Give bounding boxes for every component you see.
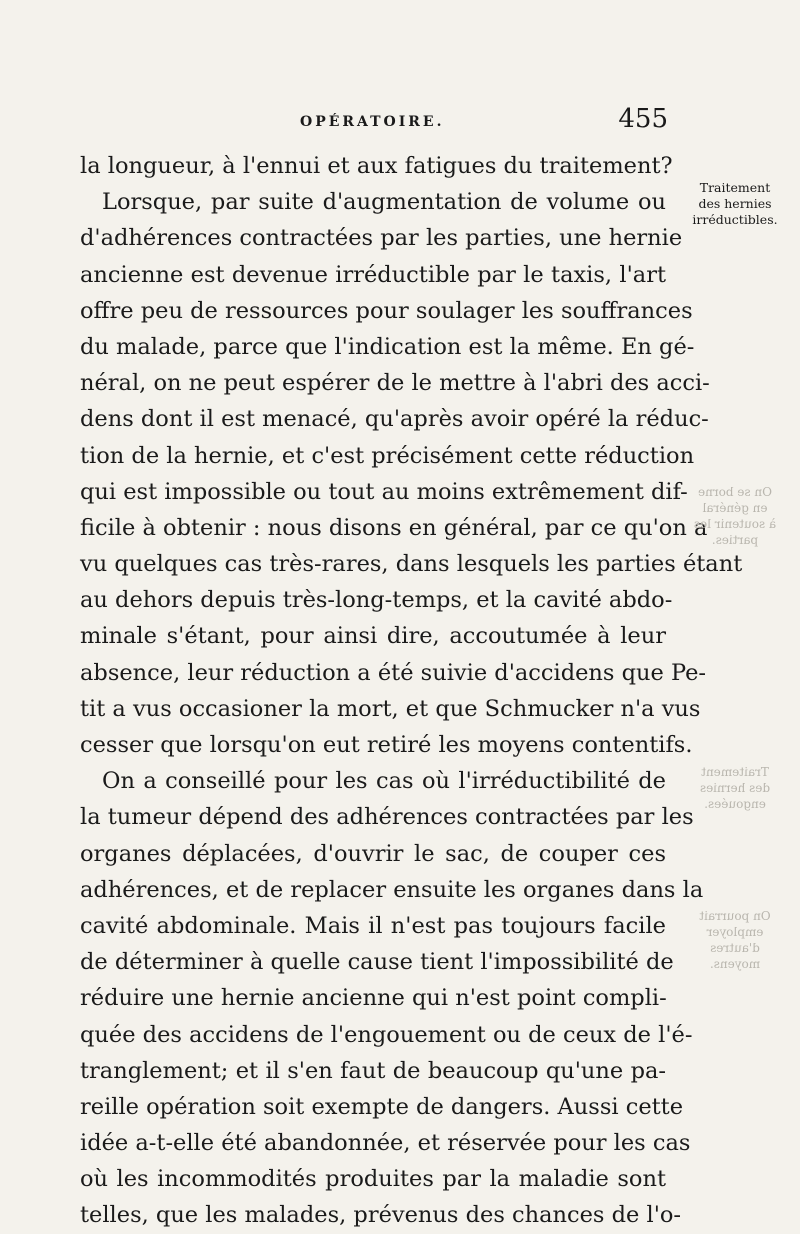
bleed-line: moyens. — [709, 957, 761, 971]
text-line: la longueur, à l'ennui et aux fatigues du traitement? — [80, 153, 673, 179]
text-line: du malade, parce que l'indication est la même. En gé- — [80, 333, 695, 360]
text-line: ficile à obtenir : nous disons en général, par ce qu'on a — [80, 514, 708, 541]
running-title: OPÉRATOIRE. — [300, 114, 445, 130]
text-line: dens dont il est menacé, qu'après avoir opéré la réduc- — [80, 406, 709, 433]
text-line: Lorsque, par suite d'augmentation de volume ou — [102, 189, 666, 216]
text-line: de déterminer à quelle cause tient l'impossibilité de — [80, 949, 674, 976]
text-line: adhérences, et de replacer ensuite les organes dans la — [80, 876, 704, 903]
text-line: réduire une hernie ancienne qui n'est point compli- — [80, 985, 667, 1012]
text-line: On a conseillé pour les cas où l'irréductibilité de — [102, 768, 666, 795]
bleed-through-note — [676, 764, 794, 812]
text-line: organes déplacées, d'ouvrir le sac, de couper ces — [80, 840, 666, 867]
text-line: telles, que les malades, prévenus des chances de l'o- — [80, 1202, 682, 1229]
bleed-line: parties. — [711, 533, 759, 547]
bleed-line: des hernies — [699, 781, 771, 795]
bleed-line: engouées. — [704, 797, 766, 811]
margin-note — [676, 180, 794, 228]
text-line: vu quelques cas très-rares, dans lesquels les parties étant — [80, 551, 743, 578]
text-line: tranglement; et il s'en faut de beaucoup qu'une pa- — [80, 1057, 666, 1084]
text-line: la tumeur dépend des adhérences contractées par les — [80, 804, 694, 831]
text-line: tit a vus occasioner la mort, et que Schmucker n'a vus — [80, 695, 701, 722]
text-line: ancienne est devenue irréductible par le taxis, l'art — [80, 261, 666, 288]
bleed-through-note — [676, 484, 794, 548]
text-line: cesser que lorsqu'on eut retiré les moyens contentifs. — [80, 732, 693, 758]
margin-note-line: Traitement — [699, 180, 771, 195]
text-line: qui est impossible ou tout au moins extrêmement dif- — [80, 478, 688, 505]
bleed-line: Traitement — [701, 765, 769, 779]
text-line: cavité abdominale. Mais il n'est pas toujours facile — [80, 912, 666, 939]
text-line: absence, leur réduction a été suivie d'accidens que Pe- — [80, 659, 707, 686]
text-line: tion de la hernie, et c'est précisément cette réduction — [80, 442, 695, 469]
text-line: quée des accidens de l'engouement ou de ceux de l'é- — [80, 1021, 693, 1048]
margin-note-line: irréductibles. — [692, 212, 778, 227]
text-line: reille opération soit exempte de dangers. Aussi cette — [80, 1093, 684, 1120]
bleed-line: On se borne — [698, 485, 772, 499]
page-number: 455 — [618, 104, 668, 134]
margin-note-line: des hernies — [698, 196, 772, 211]
text-line: offre peu de ressources pour soulager les souffrances — [80, 297, 693, 324]
page-header — [80, 104, 668, 138]
bleed-line: On pourrait — [699, 909, 771, 923]
bleed-through-note — [676, 908, 794, 972]
bleed-line: d'autres — [710, 941, 760, 955]
bleed-line: à soutenir les — [693, 517, 777, 531]
text-line: où les incommodités produites par la maladie sont — [80, 1166, 666, 1193]
bleed-line: employer — [706, 925, 764, 939]
text-line: au dehors depuis très-long-temps, et la cavité abdo- — [80, 587, 673, 614]
text-line: idée a-t-elle été abandonnée, et réservée pour les cas — [80, 1130, 691, 1157]
text-line: néral, on ne peut espérer de le mettre à l'abri des acci- — [80, 370, 710, 397]
text-line: d'adhérences contractées par les parties, une hernie — [80, 225, 683, 252]
bleed-line: en général — [702, 501, 768, 515]
text-line: minale s'étant, pour ainsi dire, accoutumée à leur — [80, 623, 666, 650]
